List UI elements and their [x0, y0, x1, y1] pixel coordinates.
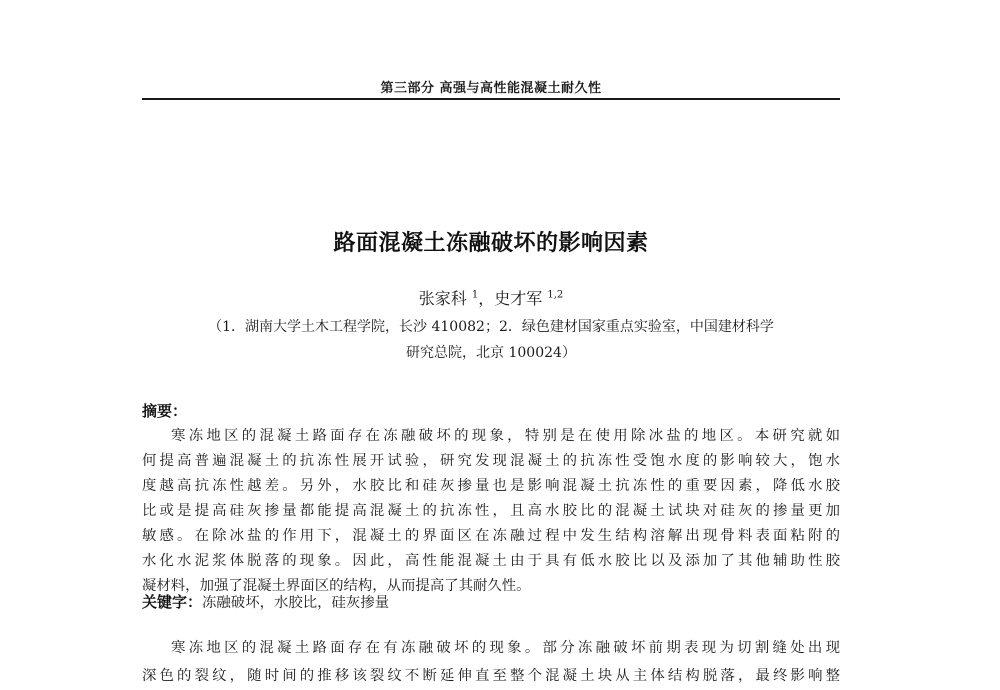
intro-line: 深色的裂纹，随时间的推移该裂纹不断延伸直至整个混凝土块从主体结构脱落，最终影响整	[142, 668, 840, 684]
affiliation-line: （1．湖南大学土木工程学院，长沙 410082；2．绿色建材国家重点实验室，中国建材科学	[208, 319, 774, 335]
author-name: 张家科	[418, 289, 467, 308]
keywords-value: 冻融破坏，水胶比，硅灰掺量	[202, 595, 390, 611]
keywords-label: 关键字：	[142, 593, 203, 611]
abstract-line: 寒冻地区的混凝土路面存在冻融破坏的现象，特别是在使用除冰盐的地区。本研究就如	[171, 428, 840, 444]
abstract-line: 度越高抗冻性越差。另外，水胶比和硅灰掺量也是影响混凝土抗冻性的重要因素，降低水胶	[142, 478, 840, 494]
keywords	[142, 591, 389, 612]
abstract-line: 比或是提高硅灰掺量都能提高混凝土的抗冻性，且高水胶比的混凝土试块对硅灰的掺量更加	[142, 503, 840, 519]
paper-title: 路面混凝土冻融破坏的影响因素	[333, 231, 649, 256]
author-name: 史才军	[494, 289, 543, 308]
abstract-line: 敏感。在除冰盐的作用下，混凝土的界面区在冻融过程中发生结构溶解出现骨料表面粘附的	[142, 528, 840, 544]
affiliation-line: 研究总院，北京 100024）	[406, 345, 576, 361]
intro-paragraph	[142, 634, 840, 690]
abstract-heading: 摘要：	[142, 402, 188, 420]
abstract-line: 凝材料，加强了混凝土界面区的结构，从而提高了其耐久性。	[142, 578, 531, 594]
author-affiliation-marker: 1	[471, 289, 479, 301]
intro-line: 寒冻地区的混凝土路面存在有冻融破坏的现象。部分冻融破坏前期表现为切割缝处出现	[171, 640, 840, 656]
author-separator: ，	[478, 289, 495, 308]
affiliation-block	[142, 314, 840, 366]
running-header: 第三部分 高强与高性能混凝土耐久性	[380, 81, 602, 96]
abstract-line: 何提高普遍混凝土的抗冻性展开试验，研究发现混凝土的抗冻性受饱水度的影响较大，饱水	[142, 453, 840, 469]
author-affiliation-marker: 1,2	[547, 289, 564, 301]
abstract-body	[142, 424, 840, 599]
abstract-line: 水化水泥浆体脱落的现象。因此，高性能混凝土由于具有低水胶比以及添加了其他辅助性胶	[142, 553, 840, 569]
header-rule	[142, 98, 840, 100]
author-list	[142, 286, 840, 309]
